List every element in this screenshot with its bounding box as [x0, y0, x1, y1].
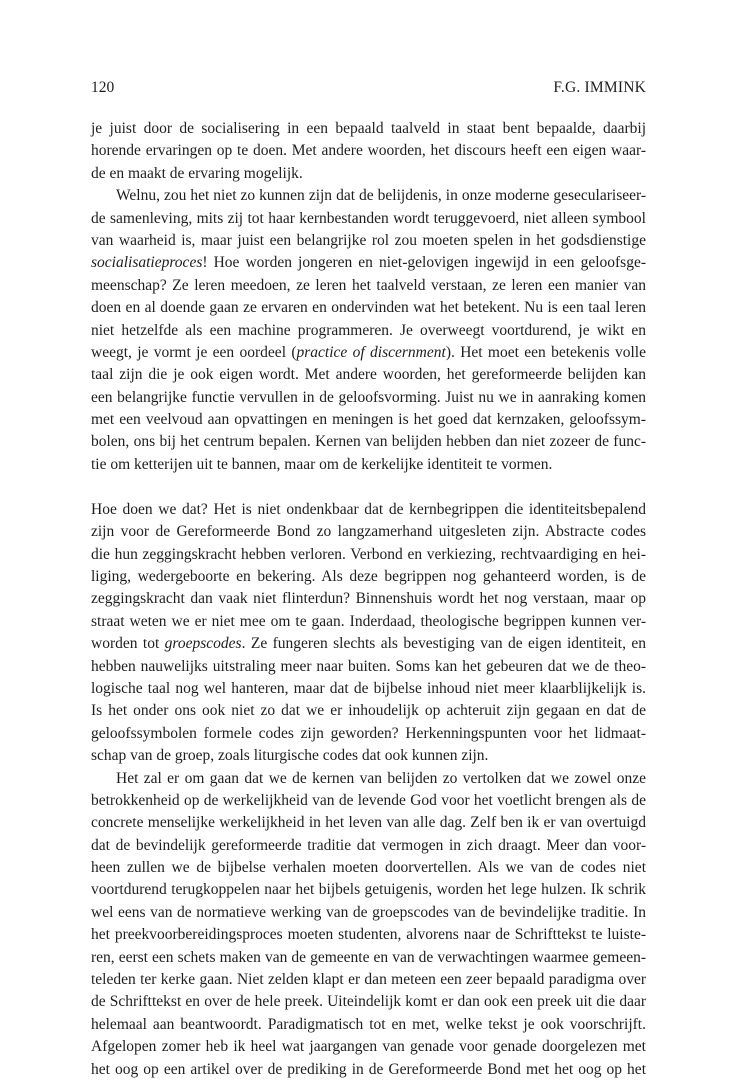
page-number: 120 [91, 79, 115, 96]
text-segment: die hun zeggingskracht hebben verloren. Verbond en verkiezing, rechtvaardiging en hei- [91, 545, 646, 563]
text-line [91, 454, 646, 476]
paragraph [91, 118, 646, 185]
text-line [91, 768, 646, 790]
text-line [91, 991, 646, 1013]
text-segment: Afgelopen zomer heb ik heel wat jaargangen van genade voor genade doorgelezen met [91, 1038, 646, 1056]
text-line [91, 320, 646, 342]
text-segment: met een veelvoud aan opvattingen en meningen is het goed dat kernzaken, geloofssym- [91, 411, 646, 429]
running-head [91, 77, 646, 99]
text-line [91, 947, 646, 969]
text-segment: weegt, je vormt je een oordeel ( [91, 343, 297, 361]
text-line [91, 431, 646, 453]
text-segment: de Schrifttekst en over de hele preek. Uiteindelijk komt er dan ook een preek uit die daar [91, 993, 646, 1011]
text-segment: ). Het moet een betekenis volle [445, 343, 646, 361]
text-line [91, 857, 646, 879]
text-segment: concrete menselijke werkelijkheid in het leven van alle dag. Zelf ben ik er van overtuigd [91, 814, 646, 832]
text-line [91, 230, 646, 252]
text-line [91, 275, 646, 297]
text-segment: doen en al doende gaan ze ervaren en ondervinden wat het betekent. Nu is een taal leren [91, 299, 646, 317]
italic-term: groepscodes [164, 635, 242, 653]
text-line [91, 678, 646, 700]
paragraph [91, 768, 646, 1081]
text-segment: logische taal nog wel hanteren, maar dat de bijbelse inhoud niet meer klaarblijkelijk is. [91, 679, 646, 697]
text-segment: . Ze fungeren slechts als bevestiging van de eigen identiteit, en [241, 635, 646, 653]
text-segment: horende ervaringen op te doen. Met andere woorden, het discours heeft een eigen waar- [91, 142, 646, 160]
text-line [91, 342, 646, 364]
text-segment: wel eens van de normatieve werking van de groepscodes van de bevindelijke traditie. In [91, 903, 646, 921]
text-segment: teleden ter kerke gaan. Niet zelden klapt er dan meteen een zeer bepaald paradigma over [91, 971, 646, 989]
text-segment: Het zal er om gaan dat we de kernen van belijden zo vertolken dat we zowel onze [116, 769, 646, 787]
text-segment: bolen, ons bij het centrum bepalen. Kernen van belijden hebben dan niet zozeer de func- [91, 433, 646, 451]
paragraph [91, 185, 646, 476]
text-line [91, 723, 646, 745]
text-segment: helemaal aan beantwoordt. Paradigmatisch tot en met, welke tekst je ook voorschrijft. [91, 1015, 646, 1033]
text-segment: zeggingskracht dan vaak niet flinterdun? Binnenshuis wordt het nog verstaan, maar op [91, 590, 646, 608]
text-segment: schap van de groep, zoals liturgische codes dat ook kunnen zijn. [91, 747, 489, 765]
text-segment: liging, wedergeboorte en bekering. Als deze begrippen nog gehanteerd worden, is de [91, 568, 646, 586]
text-line [91, 208, 646, 230]
text-line [91, 835, 646, 857]
text-segment: meenschap? Ze leren meedoen, ze leren het taalveld verstaan, ze leren een manier van [91, 276, 646, 294]
running-head-author: F.G. IMMINK [553, 79, 646, 96]
text-segment: de en maakt de ervaring mogelijk. [91, 164, 303, 182]
section-break [91, 476, 646, 499]
text-line [91, 1036, 646, 1058]
text-segment: ! Hoe worden jongeren en niet-gelovigen ingewijd in een geloofsge- [202, 254, 646, 272]
text-line [91, 812, 646, 834]
text-line [91, 409, 646, 431]
text-segment: geloofssymbolen formele codes zijn geworden? Herkenningspunten voor het lidmaat- [91, 724, 646, 742]
text-line [91, 521, 646, 543]
text-line [91, 611, 646, 633]
text-segment: tie om ketterijen uit te bannen, maar om de kerkelijke identiteit te vormen. [91, 455, 553, 473]
text-segment: Hoe doen we dat? Het is niet ondenkbaar dat de kernbegrippen die identiteitsbepalend [91, 500, 646, 518]
text-segment: betrokkenheid op de werkelijkheid van de levende God voor het voetlicht brengen als de [91, 791, 646, 809]
text-line [91, 1014, 646, 1036]
text-line [91, 118, 646, 140]
body-text [91, 118, 646, 1081]
italic-term: practice of discernment [296, 343, 446, 361]
text-segment: zijn voor de Gereformeerde Bond zo langzamerhand uitgesleten zijn. Abstracte codes [91, 523, 646, 541]
text-segment: van waarheid is, maar juist een belangrijke rol zou moeten spelen in het godsdienstige [91, 231, 646, 249]
text-line [91, 745, 646, 767]
text-segment: Welnu, zou het niet zo kunnen zijn dat de belijdenis, in onze moderne geseculariseer- [116, 187, 646, 205]
text-line [91, 879, 646, 901]
text-segment: de samenleving, mits zij tot haar kernbestanden wordt teruggevoerd, niet alleen symbool [91, 209, 646, 227]
text-segment: een belangrijke functie vervullen in de geloofsvorming. Juist nu we in aanraking komen [91, 388, 646, 406]
text-line [91, 252, 646, 274]
text-segment: het oog op een artikel over de prediking in de Gereformeerde Bond met het oog op het [91, 1060, 646, 1078]
text-line [91, 544, 646, 566]
text-segment: je juist door de socialisering in een bepaald taalveld in staat bent bepaalde, daarbij [91, 120, 646, 137]
text-segment: niet hetzelfde als een machine programmeren. Je overweegt voortdurend, je wikt en [91, 321, 646, 339]
text-line [91, 700, 646, 722]
text-segment: het preekvoorbereidingsproces moeten studenten, alvorens naar de Schrifttekst te luiste- [91, 926, 646, 944]
text-segment: taal zijn die je ook eigen wordt. Met andere woorden, het gereformeerde belijden kan [91, 366, 646, 384]
text-segment: worden tot [91, 635, 165, 653]
text-line [91, 499, 646, 521]
paragraph [91, 499, 646, 768]
text-line [91, 1059, 646, 1081]
text-segment: Is het onder ons ook niet zo dat we er inhoudelijk op achteruit zijn gegaan en dat de [91, 702, 646, 720]
text-segment: ren, eerst een schets maken van de gemeente en van de verwachtingen waarmee gemeen- [91, 948, 646, 966]
text-line [91, 140, 646, 162]
text-segment: heen zullen we de bijbelse verhalen moeten doorvertellen. Als we van de codes niet [91, 859, 646, 877]
text-line [91, 163, 646, 185]
text-segment: dat de bevindelijk gereformeerde traditie dat vermogen in zich draagt. Meer dan voor- [91, 836, 646, 854]
text-line [91, 566, 646, 588]
text-line [91, 902, 646, 924]
text-line [91, 297, 646, 319]
text-line [91, 969, 646, 991]
text-line [91, 633, 646, 655]
text-line [91, 185, 646, 207]
text-segment: hebben nauwelijks uitstraling meer naar buiten. Soms kan het gebeuren dat we de theo- [91, 657, 646, 675]
text-line [91, 588, 646, 610]
italic-term: socialisatieproces [91, 254, 203, 272]
text-line [91, 387, 646, 409]
text-line [91, 924, 646, 946]
text-line [91, 364, 646, 386]
text-segment: straat weten we er niet mee om te gaan. Inderdaad, theologische begrippen kunnen ver- [91, 612, 646, 630]
text-line [91, 790, 646, 812]
text-line [91, 656, 646, 678]
text-segment: voortdurend terugkoppelen naar het bijbels getuigenis, worden het lege hulzen. Ik schrik [91, 881, 646, 899]
